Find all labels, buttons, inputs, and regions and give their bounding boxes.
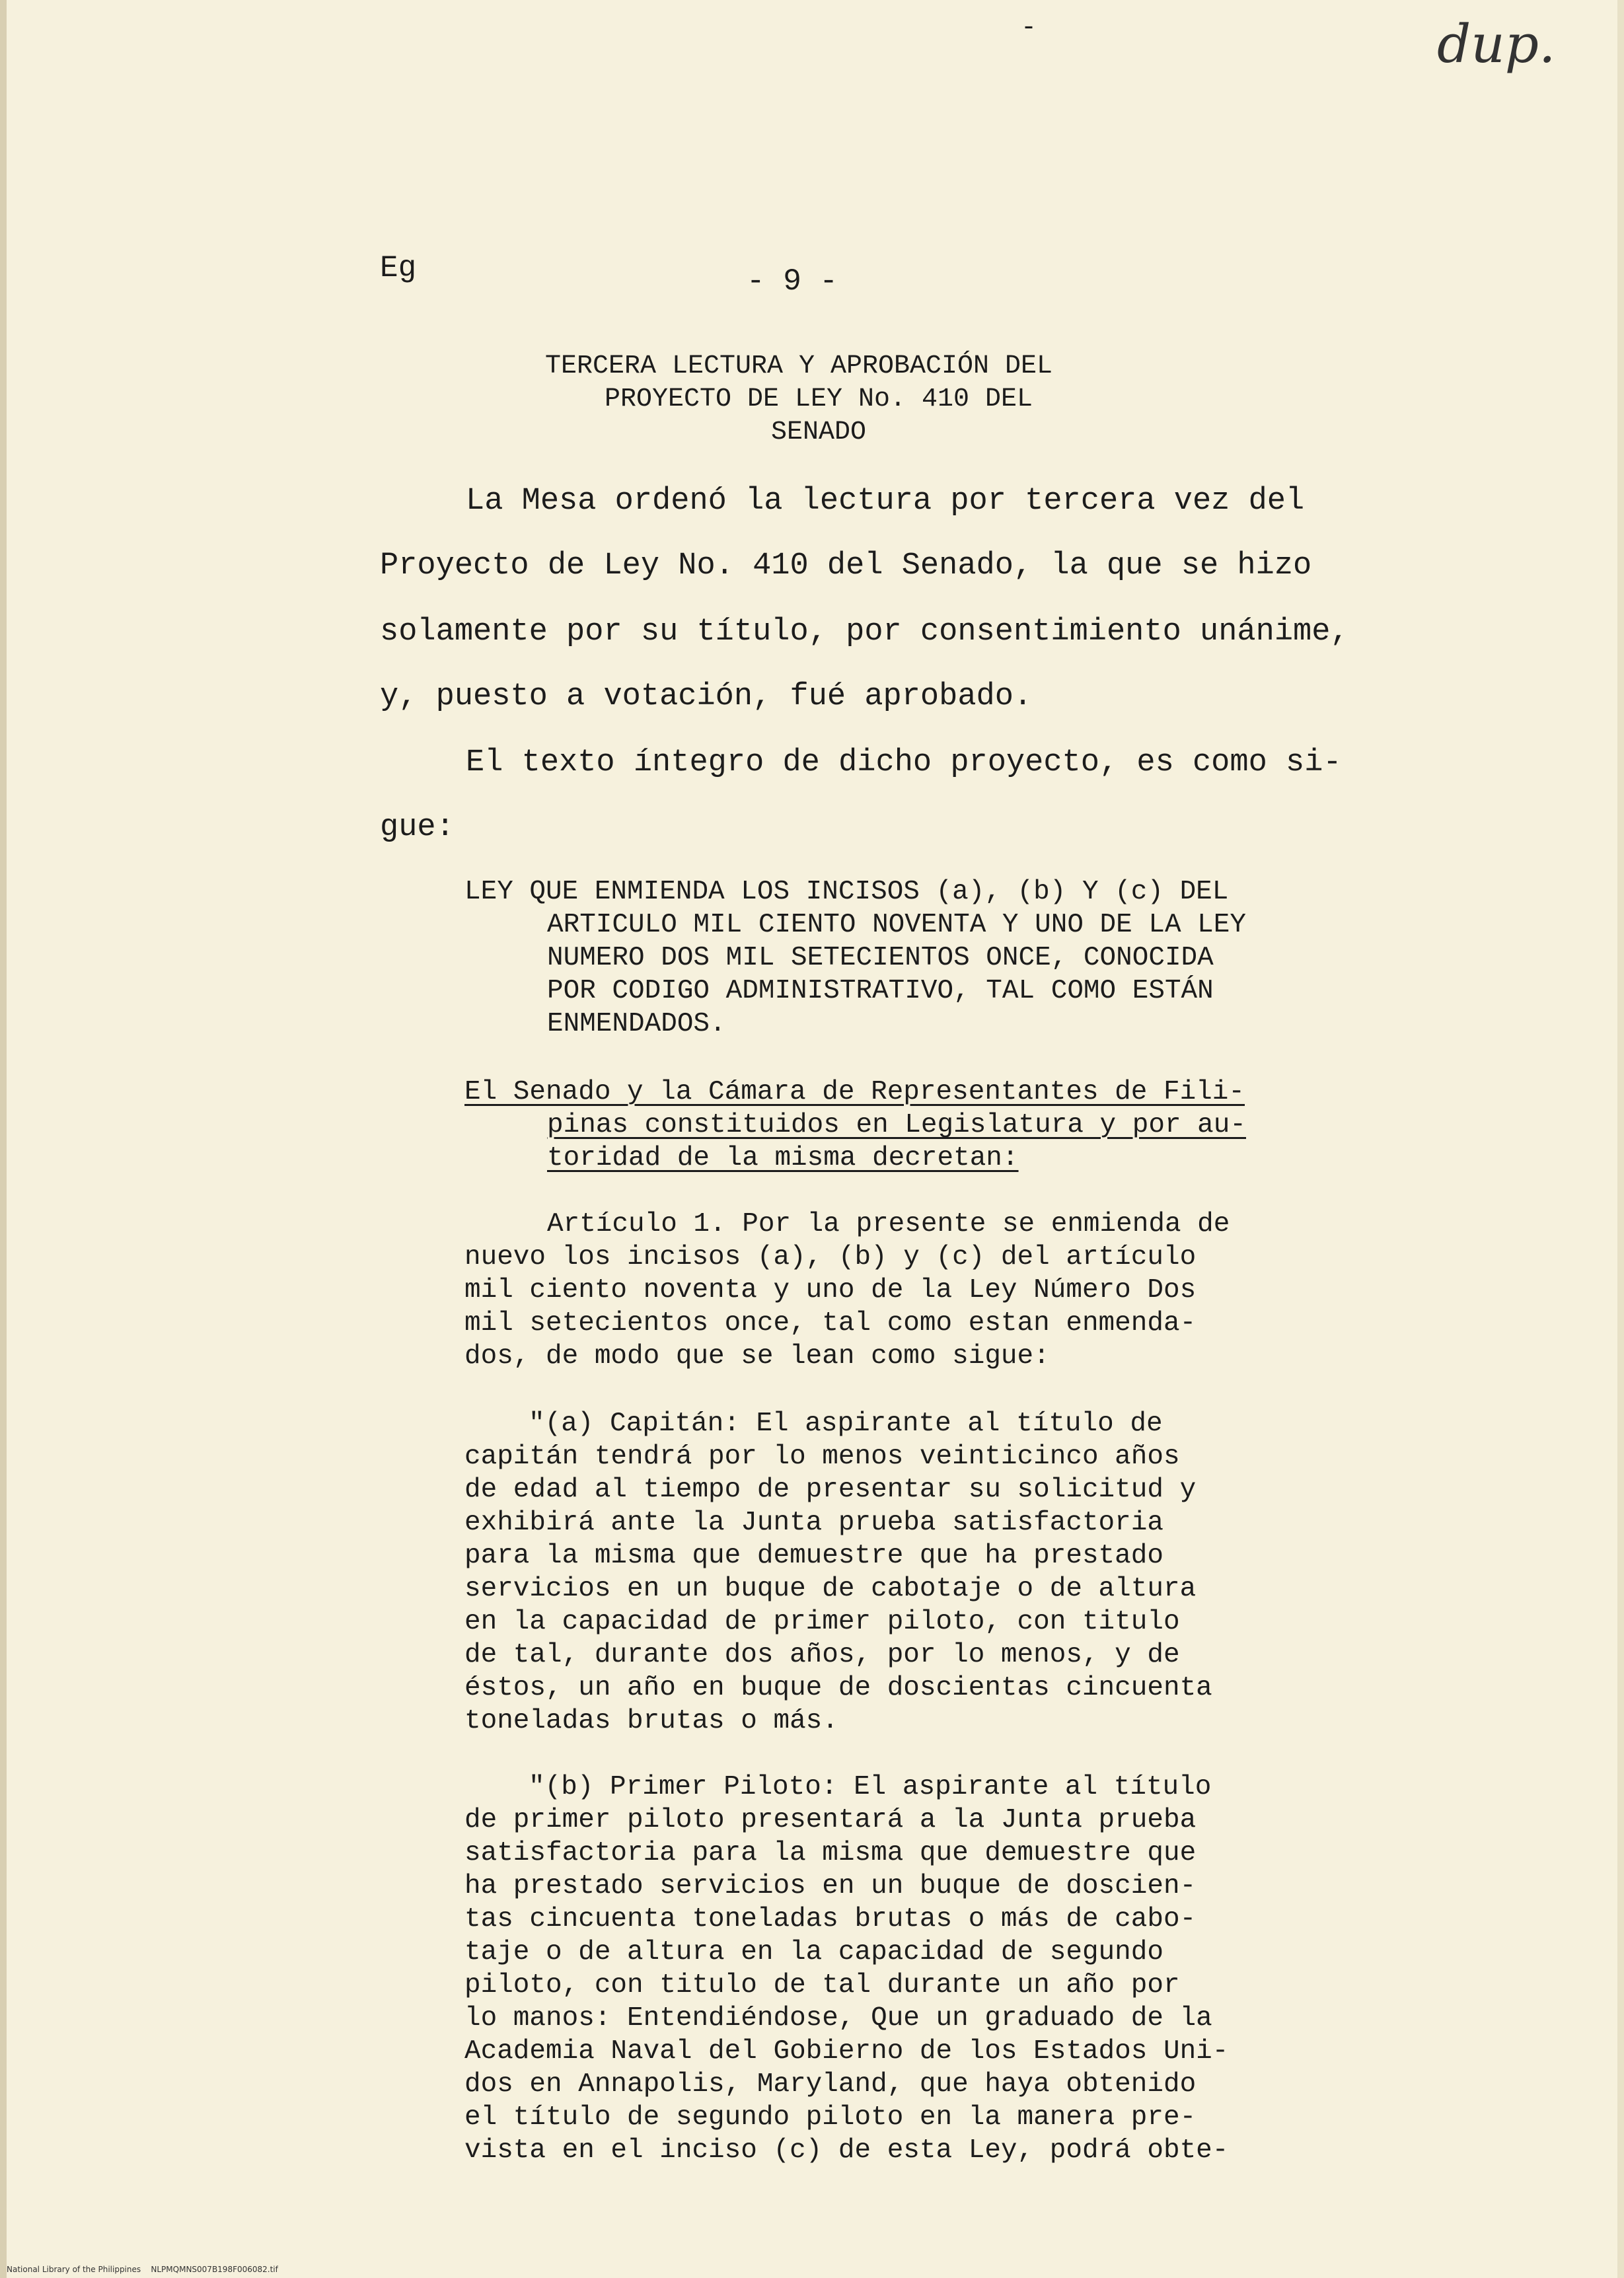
title-line: PROYECTO DE LEY No. 410 DEL xyxy=(604,385,1033,414)
paragraph-a-line: para la misma que demuestre que ha prestado xyxy=(464,1541,1163,1571)
top-mark: - xyxy=(1021,13,1037,43)
body-line: gue: xyxy=(380,810,455,845)
paragraph-a-line: éstos, un año en buque de doscientas cincuenta xyxy=(464,1673,1212,1703)
law-title-line: ENMENDADOS. xyxy=(547,1009,726,1039)
paragraph-b-line: ha prestado servicios en un buque de doscien- xyxy=(464,1871,1197,1901)
scan-left-edge xyxy=(0,0,7,2278)
law-title-line: NUMERO DOS MIL SETECIENTOS ONCE, CONOCIDA xyxy=(547,943,1214,973)
article-line: mil ciento noventa y uno de la Ley Número Dos xyxy=(464,1275,1197,1305)
paragraph-a-line: servicios en un buque de cabotaje o de altura xyxy=(464,1574,1197,1604)
enacting-line: El Senado y la Cámara de Representantes de Fili- xyxy=(464,1077,1245,1107)
paragraph-b-line: Academia Naval del Gobierno de los Estados Uni- xyxy=(464,2036,1229,2067)
paragraph-a-line: de edad al tiempo de presentar su solicitud y xyxy=(464,1475,1197,1505)
paragraph-a-line: de tal, durante dos años, por lo menos, y de xyxy=(464,1640,1180,1670)
article-line: Artículo 1. Por la presente se enmienda de xyxy=(547,1209,1230,1239)
article-line: nuevo los incisos (a), (b) y (c) del artículo xyxy=(464,1242,1197,1272)
paragraph-a-line: capitán tendrá por lo menos veinticinco años xyxy=(464,1442,1180,1472)
law-title-line: LEY QUE ENMIENDA LOS INCISOS (a), (b) Y (c) DEL xyxy=(464,877,1229,907)
body-line: El texto íntegro de dicho proyecto, es como si- xyxy=(466,745,1342,780)
paragraph-b-line: de primer piloto presentará a la Junta prueba xyxy=(464,1805,1197,1835)
paragraph-a-line: en la capacidad de primer piloto, con titulo xyxy=(464,1607,1180,1637)
body-line: solamente por su título, por consentimiento unánime, xyxy=(380,614,1349,649)
paragraph-b-line: piloto, con titulo de tal durante un año por xyxy=(464,1970,1180,2001)
paragraph-b-line: lo manos: Entendiéndose, Que un graduado de la xyxy=(464,2003,1212,2034)
handwritten-note: dup. xyxy=(1437,13,1556,75)
body-line: Proyecto de Ley No. 410 del Senado, la que se hizo xyxy=(380,548,1312,583)
page-number: - 9 - xyxy=(747,264,838,299)
enacting-line: toridad de la misma decretan: xyxy=(547,1143,1019,1173)
paragraph-b-line: el título de segundo piloto en la manera pre- xyxy=(464,2102,1197,2133)
body-line: La Mesa ordenó la lectura por tercera vez del xyxy=(466,484,1305,519)
paragraph-a-line: exhibirá ante la Junta prueba satisfactoria xyxy=(464,1508,1163,1538)
archive-footer: National Library of the Philippines NLPMQMNS007B198F006082.tif xyxy=(7,2265,278,2274)
paragraph-a-line: "(a) Capitán: El aspirante al título de xyxy=(529,1409,1163,1439)
header-initials: Eg xyxy=(380,251,417,285)
title-line: TERCERA LECTURA Y APROBACIÓN DEL xyxy=(544,351,1053,381)
paragraph-a-line: toneladas brutas o más. xyxy=(464,1706,838,1736)
body-line: y, puesto a votación, fué aprobado. xyxy=(380,679,1033,714)
scan-right-edge xyxy=(1617,0,1624,2278)
paragraph-b-line: "(b) Primer Piloto: El aspirante al título xyxy=(529,1772,1212,1802)
paragraph-b-line: vista en el inciso (c) de esta Ley, podrá obte- xyxy=(464,2135,1229,2166)
article-line: mil setecientos once, tal como estan enmenda- xyxy=(464,1308,1197,1339)
title-line: SENADO xyxy=(770,418,867,447)
enacting-line: pinas constituidos en Legislatura y por au- xyxy=(547,1110,1246,1140)
paragraph-b-line: satisfactoria para la misma que demuestre que xyxy=(464,1838,1197,1868)
law-title-line: POR CODIGO ADMINISTRATIVO, TAL COMO ESTÁN xyxy=(547,976,1214,1006)
paragraph-b-line: tas cincuenta toneladas brutas o más de cabo- xyxy=(464,1904,1197,1934)
paragraph-b-line: taje o de altura en la capacidad de segundo xyxy=(464,1937,1163,1967)
law-title-line: ARTICULO MIL CIENTO NOVENTA Y UNO DE LA LEY xyxy=(547,910,1246,940)
article-line: dos, de modo que se lean como sigue: xyxy=(464,1341,1050,1372)
paragraph-b-line: dos en Annapolis, Maryland, que haya obtenido xyxy=(464,2069,1197,2100)
